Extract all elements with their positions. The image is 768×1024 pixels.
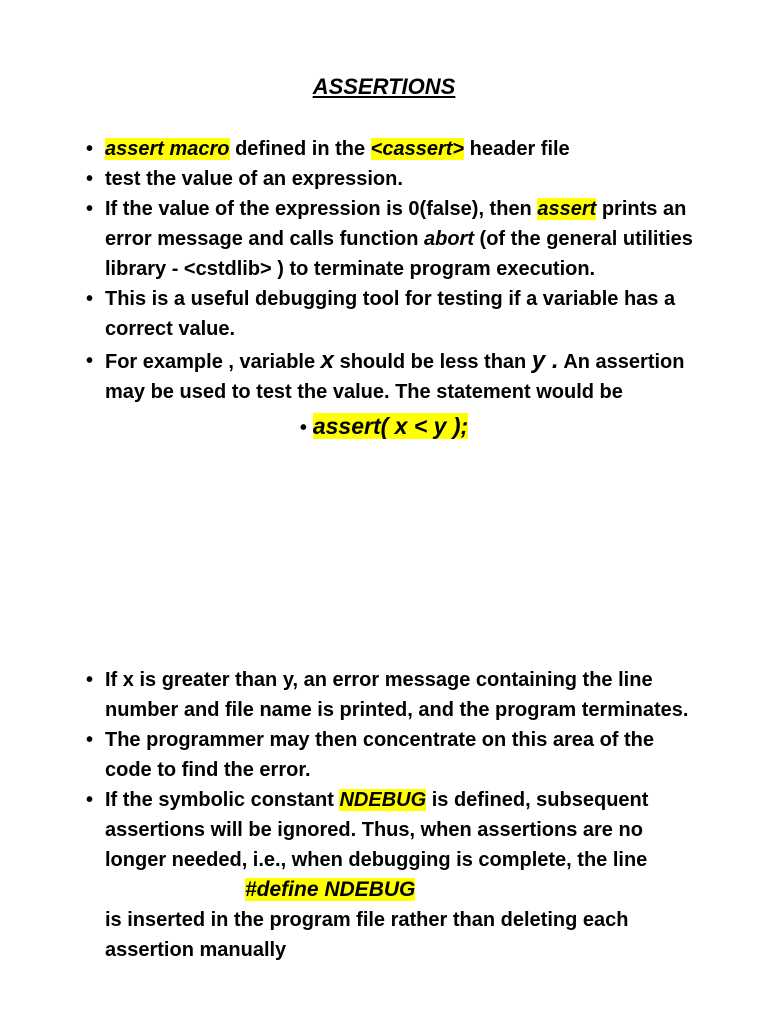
text-span: prints an error message and calls function <box>105 198 687 250</box>
italic-abort: abort <box>424 228 474 250</box>
code-assert-statement: assert( x < y ); <box>312 413 469 439</box>
highlight-cassert: <cassert> <box>370 138 465 160</box>
text-span: is defined, subsequent assertions will be ignored. Thus, when assertions are no longer needed, i.e., when debugging is complete, the line <box>105 789 649 871</box>
list-item <box>0 134 705 164</box>
text-span: For example , variable <box>105 351 321 373</box>
list-item: • test the value of an expression. <box>0 164 705 194</box>
highlight-ndebug: NDEBUG <box>339 789 427 811</box>
bullet-icon: • <box>299 417 307 439</box>
list-item <box>0 346 705 407</box>
highlight-define-ndebug: #define NDEBUG <box>245 878 416 901</box>
list-item: • This is a useful debugging tool for testing if a variable has a correct value. <box>0 284 705 344</box>
text-span: defined in the <box>229 138 371 160</box>
page-title: ASSERTIONS <box>312 74 456 99</box>
code-statement <box>0 409 768 445</box>
text-span: should be less than <box>334 351 532 373</box>
var-y: y . <box>531 347 559 374</box>
list-item <box>0 194 705 284</box>
text-span: (of the general utilities library - <cstdlib> ) to terminate program execution. <box>105 228 693 280</box>
bullet-list-top <box>0 134 768 445</box>
list-item: • The programmer may then concentrate on this area of the code to find the error. <box>0 725 705 785</box>
highlight-assert: assert <box>537 198 597 220</box>
text-span: header file <box>464 138 570 160</box>
list-item <box>0 785 705 875</box>
text-span: If the value of the expression is 0(false), then <box>105 198 538 220</box>
text-span: If the symbolic constant <box>105 789 340 811</box>
bullet-list-bottom <box>0 665 768 965</box>
text-span: An assertion may be used to test the value. The statement would be <box>105 351 685 403</box>
define-statement <box>0 875 745 905</box>
highlight-assert-macro: assert macro <box>105 138 230 160</box>
list-item: • If x is greater than y, an error message containing the line number and file name is printed, and the program terminates. <box>0 665 705 725</box>
var-x: x <box>320 347 335 374</box>
continuation-text: is inserted in the program file rather than deleting each assertion manually <box>105 909 629 961</box>
